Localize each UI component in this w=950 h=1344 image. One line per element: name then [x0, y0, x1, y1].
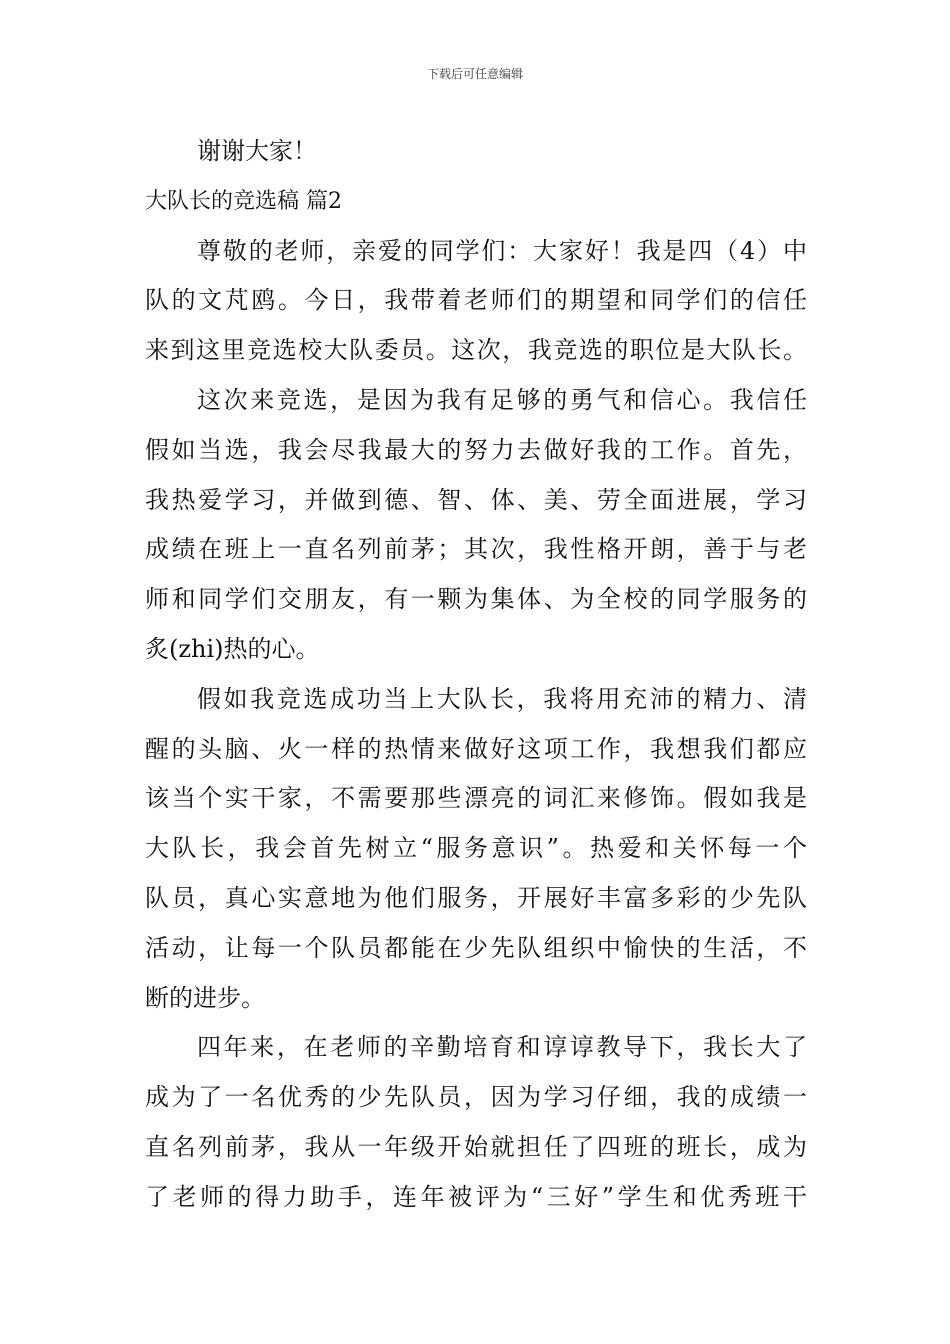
paragraph-2-line-2: 假如当选，我会尽我最大的努力去做好我的工作。首先， — [145, 435, 807, 464]
paragraph-3-line-7: 断的进步。 — [145, 983, 265, 1012]
closing-line: 谢谢大家！ — [197, 137, 317, 165]
paragraph-1-line-1: 尊敬的老师，亲爱的同学们：大家好！我是四（4）中 — [197, 236, 807, 265]
paragraph-2-line-5: 师和同学们交朋友，有一颗为集体、为全校的同学服务的 — [145, 585, 807, 614]
paragraph-1-line-3: 来到这里竞选校大队委员。这次，我竞选的职位是大队长。 — [145, 336, 807, 365]
paragraph-3-line-3: 该当个实干家，不需要那些漂亮的词汇来修饰。假如我是 — [145, 784, 807, 813]
paragraph-2-line-6: 炙(zhi)热的心。 — [145, 634, 320, 663]
paragraph-2-line-1: 这次来竞选，是因为我有足够的勇气和信心。我信任 — [197, 385, 807, 414]
paragraph-2-line-3: 我热爱学习，并做到德、智、体、美、劳全面进展，学习 — [145, 485, 807, 514]
page-header-note: 下载后可任意编辑 — [426, 67, 523, 81]
paragraph-1-line-2: 队的文芃鸥。今日，我带着老师们的期望和同学们的信任 — [145, 286, 807, 315]
document-body — [145, 127, 807, 1223]
paragraph-3-line-6: 活动，让每一个队员都能在少先队组织中愉快的生活，不 — [145, 933, 807, 962]
section-title: 大队长的竞选稿 篇2 — [145, 188, 342, 214]
paragraph-4-line-1: 四年来，在老师的辛勤培育和谆谆教导下，我长大了 — [197, 1033, 807, 1062]
paragraph-4-line-2: 成为了一名优秀的少先队员，因为学习仔细，我的成绩一 — [145, 1083, 807, 1112]
paragraph-4-line-4: 了老师的得力助手，连年被评为“三好”学生和优秀班干 — [145, 1182, 807, 1211]
paragraph-3-line-2: 醒的头脑、火一样的热情来做好这项工作，我想我们都应 — [145, 734, 807, 763]
paragraph-4-line-3: 直名列前茅，我从一年级开始就担任了四班的班长，成为 — [145, 1132, 807, 1161]
paragraph-3-line-1: 假如我竞选成功当上大队长，我将用充沛的精力、清 — [197, 684, 807, 713]
paragraph-3-line-5: 队员，真心实意地为他们服务，开展好丰富多彩的少先队 — [145, 883, 807, 912]
paragraph-3-line-4: 大队长，我会首先树立“服务意识”。热爱和关怀每一个 — [145, 834, 807, 863]
paragraph-2-line-4: 成绩在班上一直名列前茅；其次，我性格开朗，善于与老 — [145, 535, 807, 564]
